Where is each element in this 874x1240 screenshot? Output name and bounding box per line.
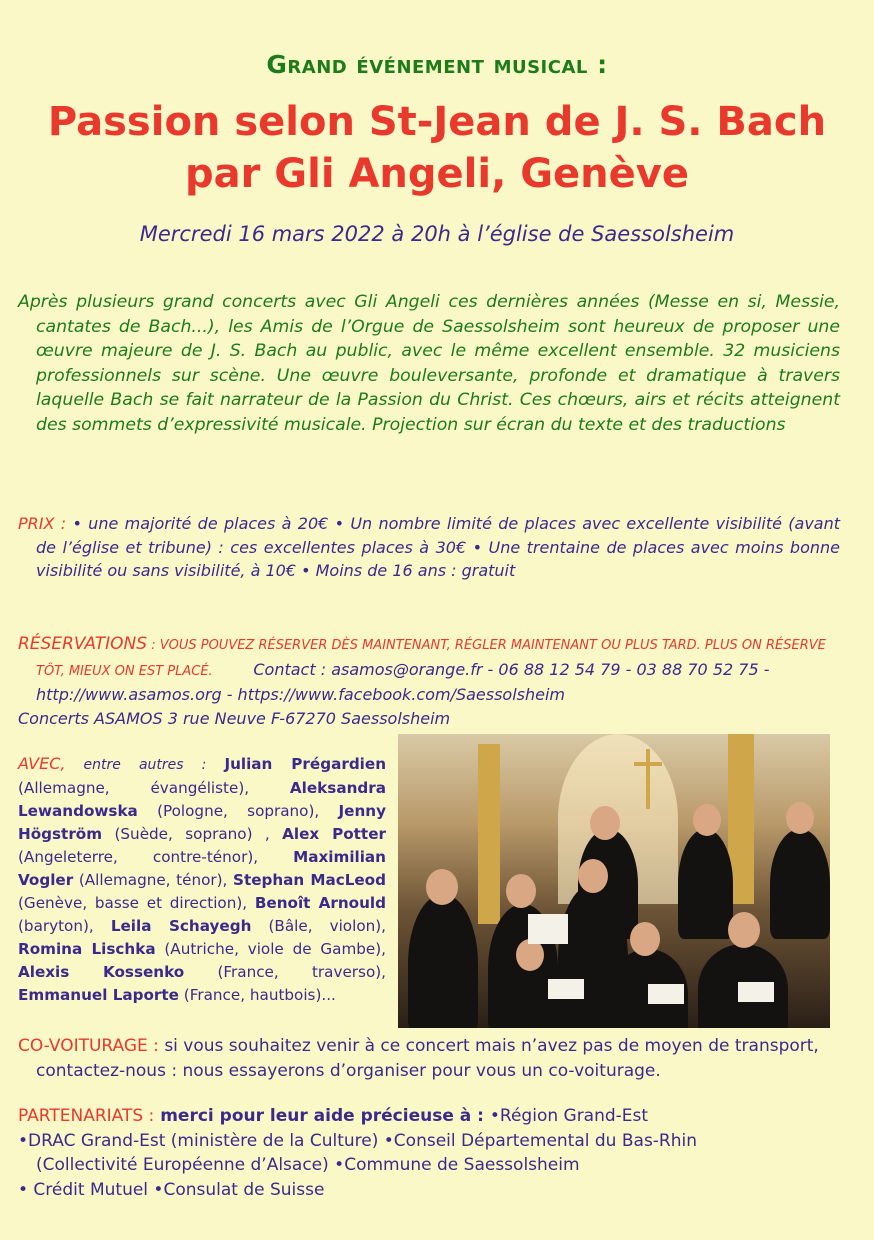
- photo-face: [590, 806, 620, 840]
- artist-role: (Autriche, viole de Gambe),: [155, 940, 386, 958]
- photo-score: [528, 914, 568, 944]
- reservations-header: [18, 632, 840, 707]
- photo-score: [648, 984, 684, 1004]
- artist-name: Stephan MacLeod: [233, 871, 386, 889]
- artist-role: (baryton),: [18, 917, 111, 935]
- avec-intro: entre autres :: [65, 757, 225, 773]
- artist-role: (Allemagne, ténor),: [73, 871, 233, 889]
- intro-paragraph: [18, 290, 840, 437]
- photo-column: [478, 744, 500, 924]
- photo-face: [578, 859, 608, 893]
- artist-name: Alex Potter: [282, 825, 386, 843]
- artist-name: Maximilian Vogler: [18, 848, 386, 889]
- artist-name: Jenny Högström: [18, 802, 386, 843]
- avec-section: [18, 752, 386, 1007]
- artist-role: (Bâle, violon),: [251, 917, 386, 935]
- artist-role: (France, hautbois)...: [178, 986, 336, 1004]
- prix-text: • une majorité de places à 20€ • Un nombre limité de places avec excellente visibilité (avant de l’église et tribune) : ces excellentes places à 30€ • Une trentaine de places avec moins bonne visibilité ou sans visibilité, à 10€ • Moins de 16 ans : gratuit: [36, 514, 841, 580]
- partner-region: •Région Grand-Est: [489, 1106, 649, 1126]
- photo-face: [506, 874, 536, 908]
- partenariats-thanks: merci pour leur aide précieuse à :: [154, 1106, 490, 1126]
- event-kicker: Grand événement musical :: [266, 50, 608, 79]
- photo-face: [786, 802, 814, 834]
- artist-role: (Genève, basse et direction),: [18, 894, 255, 912]
- artist-name: Emmanuel Laporte: [18, 986, 179, 1004]
- photo-face: [728, 912, 760, 948]
- title-line-1: Passion selon St-Jean de J. S. Bach: [47, 99, 827, 145]
- photo-cross: [634, 762, 662, 766]
- title-line-2: par Gli Angeli, Genève: [185, 151, 689, 197]
- artist-role: (Angeleterre, contre-ténor),: [18, 848, 294, 866]
- artist-role: (Allemagne, évangéliste),: [18, 779, 290, 797]
- covoiturage-text: si vous souhaitez venir à ce concert mais n’avez pas de moyen de transport, contactez-nous : nous essayerons d’organiser pour vous un co-voiturage.: [36, 1036, 819, 1081]
- reservations-caps: : VOUS POUVEZ RÉSERVER DÈS MAINTENANT, RÉGLER MAINTENANT OU PLUS TARD. PLUS ON RÉSERVE TÔT, MIEUX ON EST PLACÉ.: [36, 638, 826, 679]
- partenariats-label: PARTENARIATS :: [18, 1106, 155, 1126]
- reservations-label: RÉSERVATIONS: [18, 634, 148, 654]
- reservations-contact: Contact : asamos@orange.fr - 06 88 12 54 79 - 03 88 70 52 75 - http://www.asamos.org - https://www.facebook.com/Saessolsheim: [36, 659, 770, 704]
- photo-cross: [646, 749, 650, 809]
- artist-role: (France, traverso),: [184, 963, 386, 981]
- artist-role: (Pologne, soprano),: [137, 802, 339, 820]
- artist-name: Julian Prégardien: [224, 755, 387, 773]
- covoiturage-label: CO-VOITURAGE :: [18, 1036, 159, 1056]
- avec-label: AVEC,: [18, 754, 66, 773]
- photo-face: [630, 922, 660, 956]
- partenariats-line-4: • Crédit Mutuel •Consulat de Suisse: [18, 1179, 325, 1200]
- artist-name: Alexis Kossenko: [18, 963, 185, 981]
- concert-photo: [398, 734, 830, 1028]
- reservations-address: Concerts ASAMOS 3 rue Neuve F-67270 Saessolsheim: [18, 708, 451, 728]
- reservations-section: [18, 632, 840, 730]
- intro-text: Après plusieurs grand concerts avec Gli Angeli ces dernières années (Messe en si, Messie, cantates de Bach...), les Amis de l’Orgue de Saessolsheim sont heureux de proposer une œuvre majeure de J. S. Bach au public, avec le même excellent ensemble. 32 musiciens professionnels sur scène. Une œuvre bouleversante, profonde et dramatique à travers laquelle Bach se fait narrateur de la Passion du Christ. Ces chœurs, airs et récits atteignent des sommets d’expressivité musicale. Projection sur écran du texte et des traductions: [18, 292, 840, 435]
- prix-section: [18, 512, 840, 583]
- photo-musician: [770, 829, 830, 939]
- artist-name: Romina Lischka: [18, 940, 156, 958]
- photo-score: [738, 982, 774, 1002]
- partenariats-line-1: [18, 1104, 840, 1129]
- partenariats-section: [18, 1104, 840, 1202]
- event-title: [0, 96, 874, 200]
- artist-name: Benoît Arnould: [254, 894, 386, 912]
- prix-label: PRIX :: [18, 514, 67, 533]
- event-date: Mercredi 16 mars 2022 à 20h à l’église de Saessolsheim: [139, 222, 735, 246]
- photo-musician: [408, 894, 478, 1028]
- photo-score: [548, 979, 584, 999]
- photo-face: [426, 869, 458, 905]
- artist-name: Aleksandra Lewandowska: [18, 779, 386, 820]
- partenariats-line-3: (Collectivité Européenne d’Alsace) •Commune de Saessolsheim: [36, 1155, 580, 1175]
- photo-musician: [678, 829, 733, 939]
- photo-face: [693, 804, 721, 836]
- artist-name: Leila Schayegh: [110, 917, 252, 935]
- covoiturage-section: [18, 1034, 840, 1084]
- partenariats-line-2: •DRAC Grand-Est (ministère de la Culture) •Conseil Départemental du Bas-Rhin: [18, 1130, 698, 1151]
- artist-role: (Suède, soprano) ,: [102, 825, 283, 843]
